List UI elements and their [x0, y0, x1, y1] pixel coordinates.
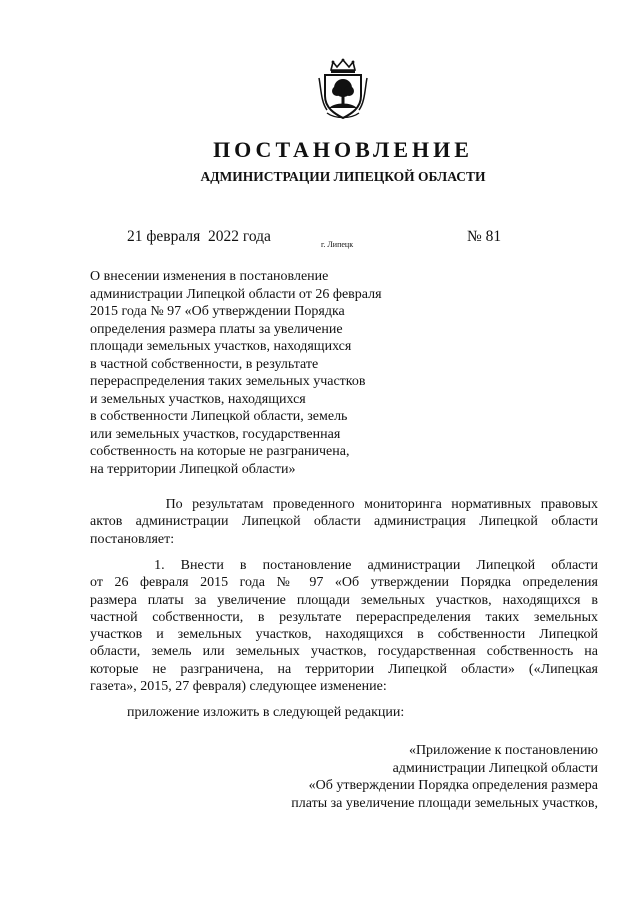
subject-line: О внесении изменения в постановление [90, 269, 329, 284]
appendix-line: платы за увеличение площади земельных участков, [291, 795, 598, 811]
decree-number: № 81 [467, 228, 502, 245]
subject-line: 2015 года № 97 «Об утверждении Порядка [90, 304, 345, 319]
paragraph-line: По результатам проведенного мониторинга нормативных правовых [90, 497, 598, 512]
subject-line: на территории Липецкой области» [90, 461, 296, 477]
document-subtitle: АДМИНИСТРАЦИИ ЛИПЕЦКОЙ ОБЛАСТИ [200, 169, 486, 184]
decree-city: г. Липецк [321, 240, 354, 249]
subject-line: собственность на которые не разграничена, [90, 444, 350, 459]
subject-line: администрации Липецкой области от 26 февраля [90, 286, 382, 302]
paragraph-line: актов администрации Липецкой области администрация Липецкой области [90, 514, 598, 530]
paragraph-line: частной собственности, в результате перераспределения таких земельных [90, 609, 598, 625]
amendment-instruction: приложение изложить в следующей редакции: [127, 705, 405, 720]
paragraph-line: 1. Внести в постановление администрации Липецкой области [90, 558, 598, 573]
coat-of-arms-icon [317, 58, 369, 120]
subject-line: в собственности Липецкой области, земель [90, 409, 348, 424]
paragraph-line: от 26 февраля 2015 года № 97 «Об утверждении Порядка определения [90, 575, 598, 591]
decree-date: 21 февраля 2022 года [127, 228, 271, 245]
subject-line: площади земельных участков, находящихся [90, 339, 352, 354]
paragraph-line: области, земель или земельных участков, государственная собственность на [90, 644, 598, 660]
subject-line: перераспределения таких земельных участков [90, 374, 366, 389]
subject-line: в частной собственности, в результате [90, 356, 319, 372]
document-title: ПОСТАНОВЛЕНИЕ [213, 137, 473, 162]
appendix-line: «Об утверждении Порядка определения размера [308, 778, 598, 793]
paragraph-line: постановляет: [90, 531, 175, 547]
clause-1-paragraph [90, 557, 598, 695]
preamble-paragraph [90, 496, 598, 548]
appendix-line: «Приложение к постановлению [408, 743, 598, 758]
paragraph-line: газета», 2015, 27 февраля) следующее изменение: [90, 679, 387, 695]
appendix-heading [178, 742, 598, 812]
subject-line: или земельных участков, государственная [90, 426, 341, 442]
paragraph-line: которые не разграничена, на территории Липецкой области» («Липецкая [90, 661, 598, 677]
paragraph-line: размера платы за увеличение площади земельных участков, находящихся в [90, 592, 598, 608]
decree-subject [90, 268, 430, 478]
subject-line: и земельных участков, находящихся [90, 391, 306, 407]
paragraph-line: участков и земельных участков, находящихся в собственности Липецкой [90, 627, 598, 643]
subject-line: определения размера платы за увеличение [90, 321, 343, 337]
appendix-line: администрации Липецкой области [392, 760, 598, 776]
